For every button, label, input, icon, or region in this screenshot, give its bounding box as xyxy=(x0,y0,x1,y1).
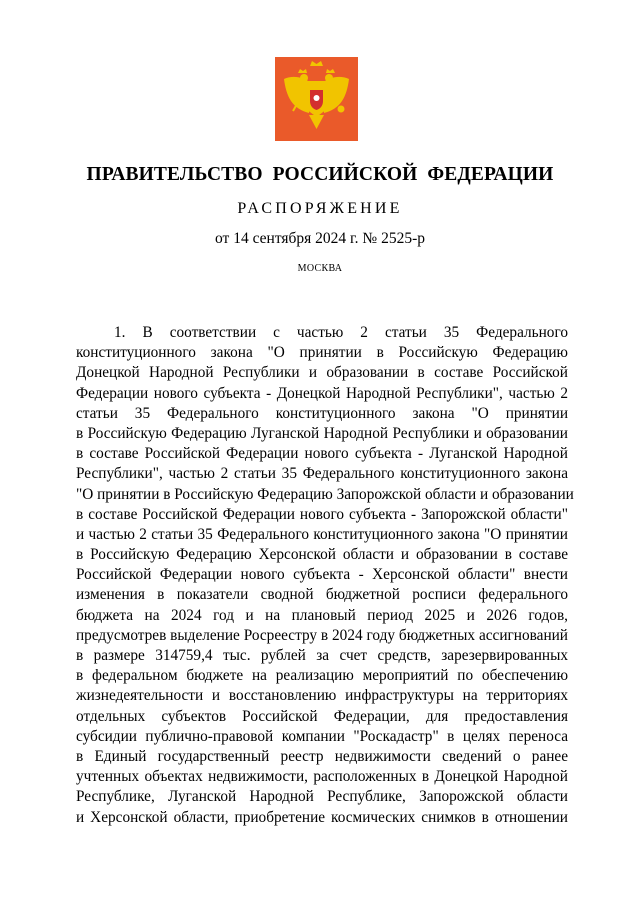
body-line: в Российскую Федерацию Луганской Народной Республики и образовании xyxy=(76,424,568,442)
body-line: учтенных объектах недвижимости, расположенных в Донецкой Народной xyxy=(76,768,568,786)
body-line: "О принятии в Российскую Федерацию Запорожской области и образовании xyxy=(76,485,574,503)
body-line: бюджета на 2024 год и на плановый период 2025 и 2026 годов, xyxy=(76,606,568,624)
body-line: статьи 35 Федерального конституционного закона "О принятии xyxy=(76,404,568,422)
body-line: жизнедеятельности и восстановлению инфраструктуры на территориях xyxy=(76,687,568,705)
body-line: в Единый государственный реестр недвижимости сведений о ранее xyxy=(76,747,568,765)
document-type: РАСПОРЯЖЕНИЕ xyxy=(237,200,403,217)
body-line: Донецкой Народной Республики и образовании в составе Российской xyxy=(76,364,568,382)
body-line: в составе Российской Федерации нового субъекта - Запорожской области" xyxy=(76,505,568,523)
body-line: в федеральном бюджете на реализацию мероприятий по обеспечению xyxy=(76,667,568,685)
body-line: и Херсонской области, приобретение космических снимков в отношении xyxy=(76,808,568,826)
body-line: изменения в показатели сводной бюджетной росписи федерального xyxy=(76,586,568,604)
body-line: Республики", частью 2 статьи 35 Федерального конституционного закона xyxy=(76,465,568,483)
body-line: субсидии публично-правовой компании "Роскадастр" в целях переноса xyxy=(76,727,568,745)
document-body xyxy=(76,323,574,828)
coat-of-arms-icon xyxy=(275,57,358,141)
body-line: отдельных субъектов Российской Федерации, для предоставления xyxy=(76,707,568,725)
body-line: в размере 314759,4 тыс. рублей за счет средств, зарезервированных xyxy=(76,647,568,664)
organization-title: ПРАВИТЕЛЬСТВО РОССИЙСКОЙ ФЕДЕРАЦИИ xyxy=(86,164,554,185)
body-line: в составе Российской Федерации нового субъекта - Луганской Народной xyxy=(76,445,568,463)
body-line: предусмотрев выделение Росреестру в 2024 году бюджетных ассигнований xyxy=(76,626,568,644)
document-date-number: от 14 сентября 2024 г. № 2525-р xyxy=(215,230,425,247)
body-line: Республике, Луганской Народной Республике, Запорожской области xyxy=(76,788,568,806)
body-line: конституционного закона "О принятии в Российскую Федерацию xyxy=(76,344,568,362)
document-city: МОСКВА xyxy=(297,263,343,274)
body-line: Федерации нового субъекта - Донецкой Народной Республики", частью 2 xyxy=(76,384,568,402)
body-line: в Российскую Федерацию Херсонской области и образовании в составе xyxy=(76,546,568,564)
body-line: Российской Федерации нового субъекта - Херсонской области" внести xyxy=(76,566,568,584)
body-line: и частью 2 статьи 35 Федерального конституционного закона "О принятии xyxy=(76,525,568,543)
body-line: 1. В соответствии с частью 2 статьи 35 Федерального xyxy=(114,324,568,341)
